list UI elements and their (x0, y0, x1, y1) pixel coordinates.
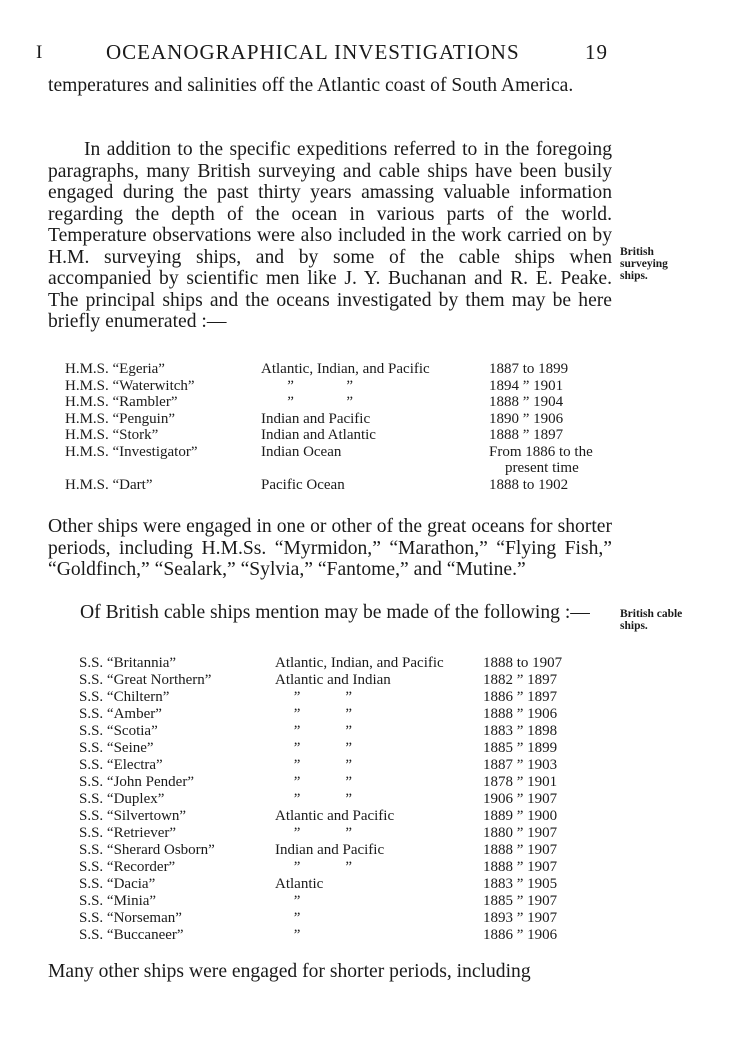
ship-name-cell-text: S.S. “Seine” (79, 740, 154, 756)
ship-name-cell (79, 655, 275, 672)
oceans-cell (275, 706, 483, 723)
surveying-ships-table (65, 361, 619, 493)
oceans-cell (275, 842, 483, 859)
oceans-cell-text: Indian and Atlantic (261, 427, 376, 443)
table-row (79, 927, 593, 944)
table-row (65, 427, 619, 444)
oceans-cell-text: ” ” (261, 377, 354, 394)
table-row (79, 825, 593, 842)
oceans-cell-text: ” (275, 927, 301, 943)
period-cell-text: 1888 to 1902 (489, 476, 569, 493)
oceans-cell-text: ” ” (261, 394, 354, 410)
period-cell (483, 859, 593, 876)
oceans-cell-text: ” ” (275, 791, 353, 807)
ship-name-cell-text: S.S. “Electra” (79, 757, 163, 773)
period-cell-text: 1883 ” 1898 (483, 723, 558, 739)
side-note-cable: British cable ships. (620, 608, 683, 632)
period-cell-text: 1887 to 1899 (489, 361, 569, 377)
period-cell-text: 1887 ” 1903 (483, 757, 558, 773)
period-cell (483, 927, 593, 944)
paragraph-final: Many other ships were engaged for shorter periods, including (48, 961, 531, 982)
oceans-cell (261, 427, 489, 444)
period-cell (489, 427, 619, 444)
oceans-cell-text: ” ” (275, 706, 353, 722)
oceans-cell-text: ” ” (275, 825, 353, 841)
period-cell (483, 808, 593, 825)
period-continuation: present time (505, 460, 579, 476)
ship-name-cell (79, 842, 275, 859)
page-number: 19 (585, 40, 608, 64)
period-cell-text: 1883 ” 1905 (483, 876, 558, 892)
ship-name-cell (79, 825, 275, 842)
ship-name-cell (65, 411, 261, 428)
oceans-cell-text: Atlantic (275, 876, 324, 892)
oceans-cell (275, 672, 483, 689)
oceans-cell (261, 444, 489, 477)
oceans-cell-text: Atlantic, Indian, and Pacific (275, 655, 444, 671)
ship-name-cell-text: S.S. “John Pender” (79, 774, 194, 790)
oceans-cell (275, 927, 483, 944)
ship-name-cell (79, 774, 275, 791)
oceans-cell-text: Indian Ocean (261, 443, 342, 460)
ship-name-cell-text: S.S. “Duplex” (79, 791, 165, 807)
ship-name-cell (79, 910, 275, 927)
oceans-cell (275, 655, 483, 672)
oceans-cell-text: Atlantic and Pacific (275, 808, 395, 824)
oceans-cell-text: Atlantic and Indian (275, 672, 391, 688)
period-cell-text: 1886 ” 1897 (483, 689, 558, 705)
oceans-cell-text: Indian and Pacific (261, 410, 371, 427)
paragraph-continued: temperatures and salinities off the Atlantic coast of South America. (48, 75, 574, 96)
ship-name-cell-text: S.S. “Amber” (79, 706, 162, 722)
table-row (65, 477, 619, 494)
ship-name-cell (79, 791, 275, 808)
period-cell-text: 1889 ” 1900 (483, 808, 558, 824)
period-cell (483, 655, 593, 672)
ship-name-cell-text: H.M.S. “Penguin” (65, 410, 175, 427)
table-row (65, 411, 619, 428)
oceans-cell (275, 723, 483, 740)
table-row (79, 672, 593, 689)
ship-name-cell-text: S.S. “Recorder” (79, 859, 176, 875)
table-row (79, 706, 593, 723)
period-cell (483, 723, 593, 740)
ship-name-cell-text: H.M.S. “Stork” (65, 427, 159, 443)
period-cell-text: 1893 ” 1907 (483, 910, 558, 926)
oceans-cell-text: ” ” (275, 774, 353, 790)
period-cell-text: 1886 ” 1906 (483, 927, 558, 943)
ship-name-cell (79, 706, 275, 723)
table-row (65, 444, 619, 477)
ship-name-cell-text: S.S. “Britannia” (79, 655, 177, 671)
period-cell-text: 1888 ” 1906 (483, 706, 558, 722)
table-row (79, 842, 593, 859)
table-row (79, 876, 593, 893)
period-cell (489, 378, 619, 395)
oceans-cell-text: ” ” (275, 723, 353, 739)
period-cell (483, 791, 593, 808)
paragraph-other-ships: Other ships were engaged in one or other of the great oceans for shorter periods, including H.M.Ss. “Myrmidon,” “Marathon,” “Flying Fish,” “Goldfinch,” “Sealark,” “Sylvia,” “Fantome,” and “Mutine.” (48, 516, 612, 580)
table-row (79, 740, 593, 757)
ship-name-cell-text: S.S. “Dacia” (79, 876, 156, 892)
period-cell (489, 477, 619, 494)
oceans-cell (275, 791, 483, 808)
oceans-cell (261, 378, 489, 395)
table-row (79, 655, 593, 672)
ship-name-cell (65, 427, 261, 444)
period-cell-text: 1888 ” 1897 (489, 427, 564, 443)
oceans-cell (261, 361, 489, 378)
period-cell (483, 876, 593, 893)
running-title: OCEANOGRAPHICAL INVESTIGATIONS (106, 40, 520, 64)
ship-name-cell (79, 893, 275, 910)
period-cell-text: 1888 ” 1907 (483, 842, 558, 858)
period-cell (483, 706, 593, 723)
period-cell-text: 1888 to 1907 (483, 655, 563, 671)
table-row (65, 378, 619, 395)
running-head (0, 40, 744, 68)
oceans-cell (275, 876, 483, 893)
oceans-cell-text: ” ” (275, 757, 353, 773)
ship-name-cell-text: S.S. “Norseman” (79, 910, 182, 926)
table-row (65, 394, 619, 411)
period-cell (489, 361, 619, 378)
ship-name-cell (65, 444, 261, 477)
ship-name-cell (65, 361, 261, 378)
oceans-cell-text: Atlantic, Indian, and Pacific (261, 361, 430, 377)
period-cell (483, 825, 593, 842)
period-cell (489, 444, 619, 477)
oceans-cell (261, 477, 489, 494)
table-row (79, 689, 593, 706)
period-cell (483, 689, 593, 706)
period-cell (489, 411, 619, 428)
period-cell (489, 394, 619, 411)
ship-name-cell (65, 477, 261, 494)
ship-name-cell (79, 672, 275, 689)
ship-name-cell (79, 808, 275, 825)
oceans-cell-text: ” (275, 910, 301, 926)
oceans-cell (261, 411, 489, 428)
period-cell-text: 1906 ” 1907 (483, 791, 558, 807)
paragraph-survey-intro: In addition to the specific expeditions referred to in the foregoing paragraphs, many British surveying and cable ships have been busily engaged during the past thirty years amassing valuable information regarding the depth of the ocean in various parts of the world. Temperature observations were also included in the work carried on by H.M. surveying ships, and by some of the cable ships when accompanied by scientific men like J. Y. Buchanan and R. E. Peake. The principal ships and the oceans investigated by them may be here briefly enumerated :— (48, 139, 612, 332)
ship-name-cell-text: H.M.S. “Rambler” (65, 394, 178, 410)
ship-name-cell (79, 927, 275, 944)
ship-name-cell-text: S.S. “Great Northern” (79, 672, 212, 688)
oceans-cell-text: ” (275, 893, 301, 909)
period-cell-text: 1894 ” 1901 (489, 377, 564, 394)
oceans-cell (275, 774, 483, 791)
period-cell (483, 893, 593, 910)
ship-name-cell-text: S.S. “Silvertown” (79, 808, 187, 824)
table-row (79, 893, 593, 910)
oceans-cell (275, 910, 483, 927)
table-row (79, 859, 593, 876)
paragraph-cable-intro: Of British cable ships mention may be made of the following :— (80, 602, 590, 623)
ship-name-cell-text: S.S. “Retriever” (79, 825, 177, 841)
period-cell (483, 842, 593, 859)
cable-ships-table (79, 655, 593, 944)
ship-name-cell-text: S.S. “Buccaneer” (79, 927, 184, 943)
period-cell (483, 757, 593, 774)
ship-name-cell (79, 723, 275, 740)
table-row (79, 723, 593, 740)
ship-name-cell-text: S.S. “Sherard Osborn” (79, 842, 215, 858)
oceans-cell (275, 689, 483, 706)
ship-name-cell (79, 757, 275, 774)
oceans-cell-text: ” ” (275, 740, 353, 756)
oceans-cell-text: ” ” (275, 689, 353, 705)
table-row (79, 757, 593, 774)
period-cell-text: 1890 ” 1906 (489, 410, 564, 427)
ship-name-cell-text: S.S. “Scotia” (79, 723, 158, 739)
period-cell-text: From 1886 to the (489, 443, 593, 460)
ship-name-cell-text: H.M.S. “Investigator” (65, 443, 198, 460)
table-row (79, 774, 593, 791)
table-row (65, 361, 619, 378)
oceans-cell (275, 825, 483, 842)
period-cell-text: 1878 ” 1901 (483, 774, 558, 790)
period-cell-text: 1885 ” 1907 (483, 893, 558, 909)
side-note-surveying: British surveying ships. (620, 246, 668, 282)
oceans-cell (275, 859, 483, 876)
ship-name-cell (65, 394, 261, 411)
period-cell (483, 740, 593, 757)
ship-name-cell (79, 689, 275, 706)
oceans-cell-text: Pacific Ocean (261, 476, 345, 493)
ship-name-cell (65, 378, 261, 395)
period-cell (483, 774, 593, 791)
ship-name-cell (79, 740, 275, 757)
ship-name-cell-text: H.M.S. “Egeria” (65, 361, 165, 377)
oceans-cell-text: ” ” (275, 859, 353, 875)
period-cell-text: 1888 ” 1904 (489, 394, 564, 410)
ship-name-cell-text: S.S. “Chiltern” (79, 689, 170, 705)
period-cell-text: 1882 ” 1897 (483, 672, 558, 688)
oceans-cell (275, 757, 483, 774)
chapter-number: I (36, 42, 44, 63)
period-cell-text: 1885 ” 1899 (483, 740, 558, 756)
table-row (79, 791, 593, 808)
period-cell (483, 672, 593, 689)
oceans-cell-text: Indian and Pacific (275, 842, 385, 858)
ship-name-cell-text: S.S. “Minia” (79, 893, 157, 909)
ship-name-cell-text: H.M.S. “Waterwitch” (65, 377, 195, 394)
table-row (79, 910, 593, 927)
ship-name-cell (79, 876, 275, 893)
period-cell (483, 910, 593, 927)
period-cell-text: 1880 ” 1907 (483, 825, 558, 841)
table-row (79, 808, 593, 825)
oceans-cell (261, 394, 489, 411)
oceans-cell (275, 893, 483, 910)
ship-name-cell (79, 859, 275, 876)
oceans-cell (275, 740, 483, 757)
period-cell-text: 1888 ” 1907 (483, 859, 558, 875)
ship-name-cell-text: H.M.S. “Dart” (65, 476, 153, 493)
oceans-cell (275, 808, 483, 825)
